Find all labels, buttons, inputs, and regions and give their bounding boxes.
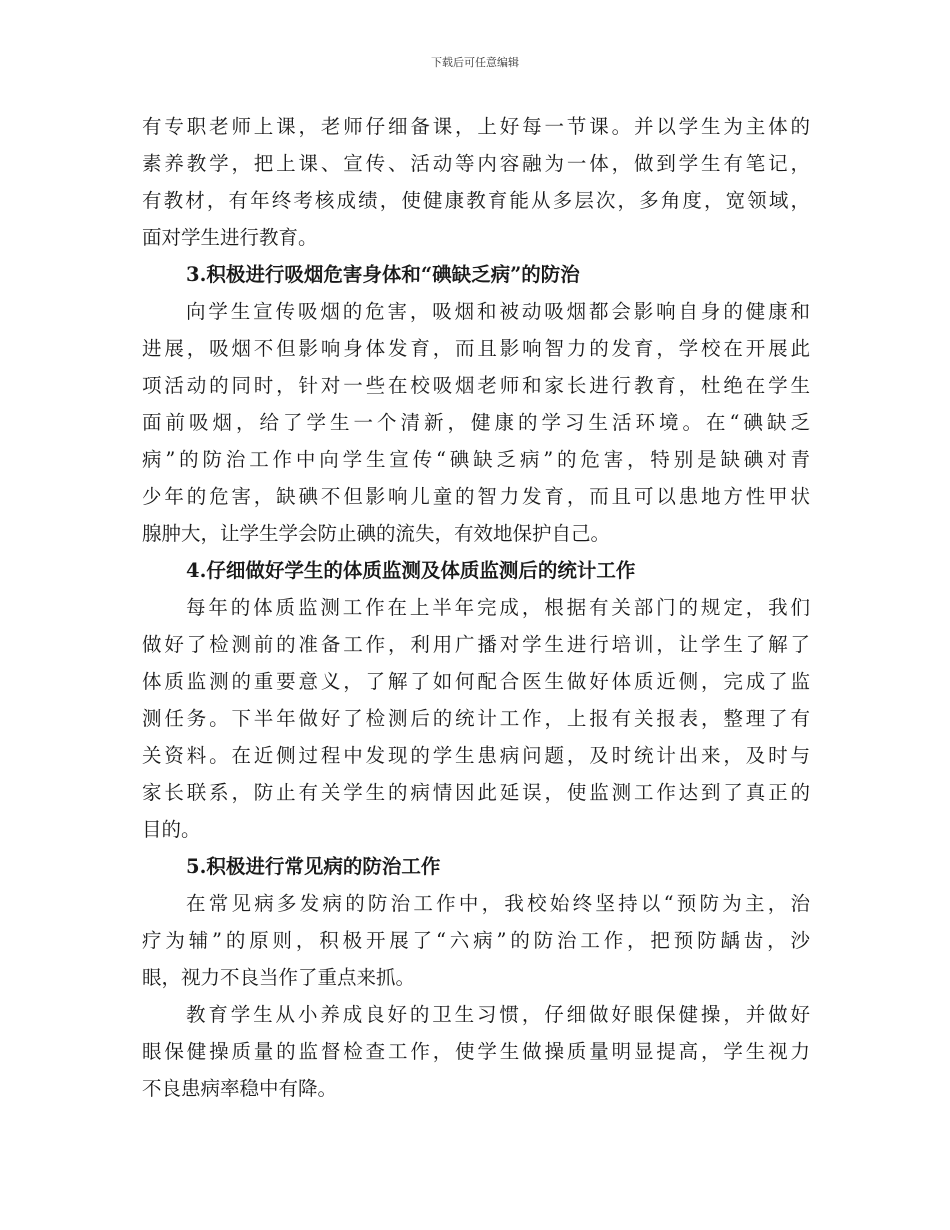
text-line: 面前吸烟，给了学生一个清新，健康的学习生活环境。在“碘缺乏 — [142, 411, 810, 434]
section-heading: 4.仔细做好学生的体质监测及体质监测后的统计工作 — [186, 559, 636, 582]
text-line: 腺肿大，让学生学会防止碘的流失，有效地保护自己。 — [142, 522, 611, 545]
text-line: 做好了检测前的准备工作，利用广播对学生进行培训，让学生了解了 — [142, 633, 810, 656]
page-header: 下载后可任意编辑 — [431, 56, 519, 69]
text-line: 向学生宣传吸烟的危害，吸烟和被动吸烟都会影响自身的健康和 — [186, 300, 810, 323]
text-line: 素养教学，把上课、宣传、活动等内容融为一体，做到学生有笔记， — [142, 152, 810, 175]
text-line: 疗为辅”的原则，积极开展了“六病”的防治工作，把预防龋齿，沙 — [142, 929, 810, 952]
text-line: 少年的危害，缺碘不但影响儿童的智力发育，而且可以患地方性甲状 — [142, 485, 810, 508]
text-line: 有教材，有年终考核成绩，使健康教育能从多层次，多角度，宽领域， — [142, 189, 810, 212]
section-heading: 5.积极进行常见病的防治工作 — [186, 855, 441, 878]
text-line: 关资料。在近侧过程中发现的学生患病问题，及时统计出来，及时与 — [142, 744, 810, 767]
text-line: 病”的防治工作中向学生宣传“碘缺乏病”的危害，特别是缺碘对青 — [142, 448, 810, 471]
text-line: 在常见病多发病的防治工作中，我校始终坚持以“预防为主，治 — [186, 892, 810, 915]
text-line: 项活动的同时，针对一些在校吸烟老师和家长进行教育，杜绝在学生 — [142, 374, 810, 397]
text-line: 面对学生进行教育。 — [142, 226, 318, 249]
text-line: 不良患病率稳中有降。 — [142, 1077, 338, 1100]
section-heading: 3.积极进行吸烟危害身体和“碘缺乏病”的防治 — [186, 263, 580, 286]
document-body — [142, 108, 810, 1107]
text-line: 眼保健操质量的监督检查工作，使学生做操质量明显提高，学生视力 — [142, 1040, 810, 1063]
text-line: 有专职老师上课，老师仔细备课，上好每一节课。并以学生为主体的 — [142, 115, 810, 138]
text-line: 目的。 — [142, 818, 201, 841]
text-line: 眼，视力不良当作了重点来抓。 — [142, 966, 416, 989]
text-line: 测任务。下半年做好了检测后的统计工作，上报有关报表，整理了有 — [142, 707, 810, 730]
text-line: 进展，吸烟不但影响身体发育，而且影响智力的发育，学校在开展此 — [142, 337, 810, 360]
text-line: 教育学生从小养成良好的卫生习惯，仔细做好眼保健操，并做好 — [186, 1003, 810, 1026]
text-line: 体质监测的重要意义，了解了如何配合医生做好体质近侧，完成了监 — [142, 670, 810, 693]
text-line: 每年的体质监测工作在上半年完成，根据有关部门的规定，我们 — [186, 596, 810, 619]
text-line: 家长联系，防止有关学生的病情因此延误，使监测工作达到了真正的 — [142, 781, 810, 804]
